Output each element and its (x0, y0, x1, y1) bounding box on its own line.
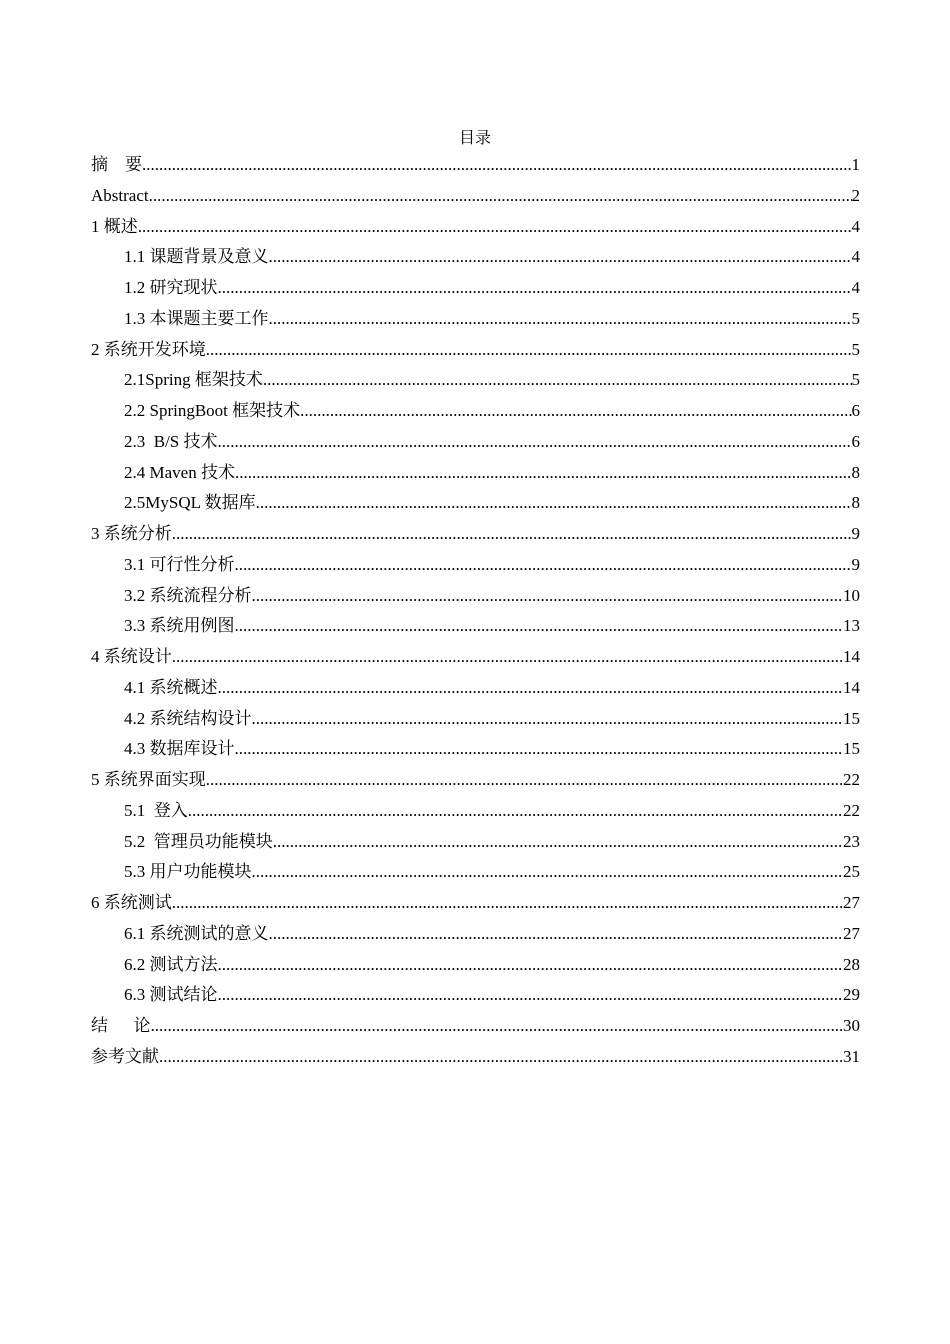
toc-entry[interactable] (91, 273, 860, 304)
toc-entry-page-number: 13 (843, 616, 860, 636)
toc-entry-label: 参考文献 (91, 1046, 159, 1066)
toc-entry-page-number: 22 (843, 800, 860, 820)
toc-entry[interactable] (91, 581, 860, 612)
toc-entry-label: 3.3 系统用例图 (124, 616, 235, 636)
dot-leader (218, 980, 844, 1011)
toc-entry[interactable] (91, 304, 860, 335)
toc-entry-label: 2.4 Maven 技术 (124, 462, 235, 482)
toc-entry[interactable] (91, 181, 860, 212)
toc-entry-page-number: 6 (851, 431, 860, 451)
dot-leader (188, 796, 843, 827)
dot-leader (252, 704, 844, 735)
toc-entry[interactable] (91, 796, 860, 827)
toc-entry[interactable] (91, 888, 860, 919)
toc-entry-label: 4 系统设计 (91, 647, 172, 666)
table-of-contents (91, 150, 860, 1073)
toc-entry[interactable] (91, 857, 860, 888)
toc-entry-label: 2 系统开发环境 (91, 339, 206, 359)
dot-leader (149, 181, 852, 212)
toc-entry[interactable] (91, 365, 860, 396)
dot-leader (206, 335, 852, 366)
toc-entry-label: 结 论 (91, 1016, 151, 1035)
toc-entry-page-number: 2 (851, 185, 860, 205)
toc-entry-page-number: 9 (851, 524, 860, 543)
toc-entry-label: 2.2 SpringBoot 框架技术 (124, 401, 301, 420)
dot-leader (172, 888, 843, 919)
dot-leader (151, 1011, 844, 1042)
toc-entry-label: 摘 要 (91, 155, 142, 174)
dot-leader (269, 242, 852, 273)
toc-entry-page-number: 8 (851, 493, 860, 513)
toc-entry[interactable] (91, 765, 860, 796)
toc-entry-page-number: 4 (851, 247, 860, 267)
dot-leader (252, 581, 844, 612)
toc-entry[interactable] (91, 550, 860, 581)
dot-leader (300, 396, 851, 427)
dot-leader (252, 857, 844, 888)
dot-leader (142, 150, 852, 181)
toc-entry-page-number: 14 (843, 647, 860, 666)
toc-entry[interactable] (91, 1011, 860, 1042)
dot-leader (218, 950, 844, 981)
toc-entry[interactable] (91, 673, 860, 704)
toc-entry-page-number: 29 (843, 985, 860, 1005)
toc-entry-page-number: 5 (851, 370, 860, 390)
toc-entry[interactable] (91, 458, 860, 489)
toc-entry-label: 5.2 管理员功能模块 (124, 831, 273, 851)
toc-entry-page-number: 15 (843, 708, 860, 728)
toc-entry-page-number: 27 (843, 923, 860, 943)
toc-entry-page-number: 4 (851, 216, 860, 236)
dot-leader (235, 611, 844, 642)
toc-entry-label: 4.3 数据库设计 (124, 739, 235, 759)
toc-entry-page-number: 5 (851, 339, 860, 359)
dot-leader (235, 550, 852, 581)
toc-entry-label: 4.2 系统结构设计 (124, 708, 252, 728)
toc-entry-label: 3.1 可行性分析 (124, 554, 235, 574)
toc-entry[interactable] (91, 427, 860, 458)
toc-entry-label: 2.5MySQL 数据库 (124, 493, 256, 513)
toc-entry-label: 6.2 测试方法 (124, 954, 218, 974)
toc-entry-label: 1.3 本课题主要工作 (124, 308, 269, 328)
toc-entry-page-number: 25 (843, 862, 860, 882)
toc-entry[interactable] (91, 642, 860, 673)
toc-entry[interactable] (91, 335, 860, 366)
dot-leader (218, 427, 852, 458)
toc-entry-label: 6.3 测试结论 (124, 985, 218, 1005)
dot-leader (159, 1042, 843, 1073)
toc-entry-page-number: 1 (851, 155, 860, 174)
toc-entry-page-number: 15 (843, 739, 860, 759)
toc-entry[interactable] (91, 396, 860, 427)
toc-entry-label: 5.1 登入 (124, 800, 188, 820)
toc-entry-label: 5 系统界面实现 (91, 770, 206, 789)
toc-entry-label: 2.1Spring 框架技术 (124, 370, 263, 390)
toc-entry-page-number: 28 (843, 954, 860, 974)
toc-entry[interactable] (91, 980, 860, 1011)
dot-leader (218, 673, 844, 704)
toc-entry-page-number: 5 (851, 308, 860, 328)
toc-entry-page-number: 30 (843, 1016, 860, 1035)
dot-leader (273, 827, 843, 858)
toc-entry-page-number: 22 (843, 770, 860, 789)
toc-entry-label: 1.1 课题背景及意义 (124, 247, 269, 267)
toc-entry-page-number: 10 (843, 585, 860, 605)
toc-entry[interactable] (91, 611, 860, 642)
toc-entry-label: 3.2 系统流程分析 (124, 585, 252, 605)
toc-entry-page-number: 8 (851, 462, 860, 482)
dot-leader (235, 458, 852, 489)
dot-leader (269, 304, 852, 335)
toc-entry-label: 3 系统分析 (91, 524, 172, 543)
dot-leader (138, 212, 852, 243)
toc-entry[interactable] (91, 519, 860, 550)
toc-entry[interactable] (91, 488, 860, 519)
toc-entry[interactable] (91, 212, 860, 243)
toc-entry[interactable] (91, 919, 860, 950)
dot-leader (269, 919, 844, 950)
dot-leader (172, 642, 843, 673)
toc-entry-page-number: 27 (843, 893, 860, 912)
toc-entry-label: 2.3 B/S 技术 (124, 431, 218, 451)
page-title: 目录 (458, 130, 491, 147)
toc-entry[interactable] (91, 1042, 860, 1073)
toc-entry-label: 4.1 系统概述 (124, 677, 218, 697)
toc-entry-page-number: 31 (843, 1046, 860, 1066)
toc-entry-page-number: 4 (851, 278, 860, 297)
toc-entry-page-number: 14 (843, 677, 860, 697)
dot-leader (218, 273, 852, 304)
toc-entry-label: 1.2 研究现状 (124, 278, 218, 297)
toc-entry[interactable] (91, 734, 860, 765)
toc-entry[interactable] (91, 242, 860, 273)
toc-entry-label: 6 系统测试 (91, 893, 172, 912)
dot-leader (235, 734, 844, 765)
toc-entry-label: 1 概述 (91, 216, 138, 236)
dot-leader (263, 365, 852, 396)
toc-entry-page-number: 9 (851, 554, 860, 574)
toc-entry[interactable] (91, 704, 860, 735)
toc-entry-label: Abstract (91, 185, 149, 205)
toc-entry-page-number: 6 (851, 401, 860, 420)
toc-entry[interactable] (91, 827, 860, 858)
toc-entry-label: 6.1 系统测试的意义 (124, 923, 269, 943)
toc-entry[interactable] (91, 950, 860, 981)
dot-leader (172, 519, 852, 550)
toc-entry[interactable] (91, 150, 860, 181)
dot-leader (206, 765, 843, 796)
toc-entry-label: 5.3 用户功能模块 (124, 862, 252, 882)
dot-leader (256, 488, 852, 519)
toc-entry-page-number: 23 (843, 831, 860, 851)
